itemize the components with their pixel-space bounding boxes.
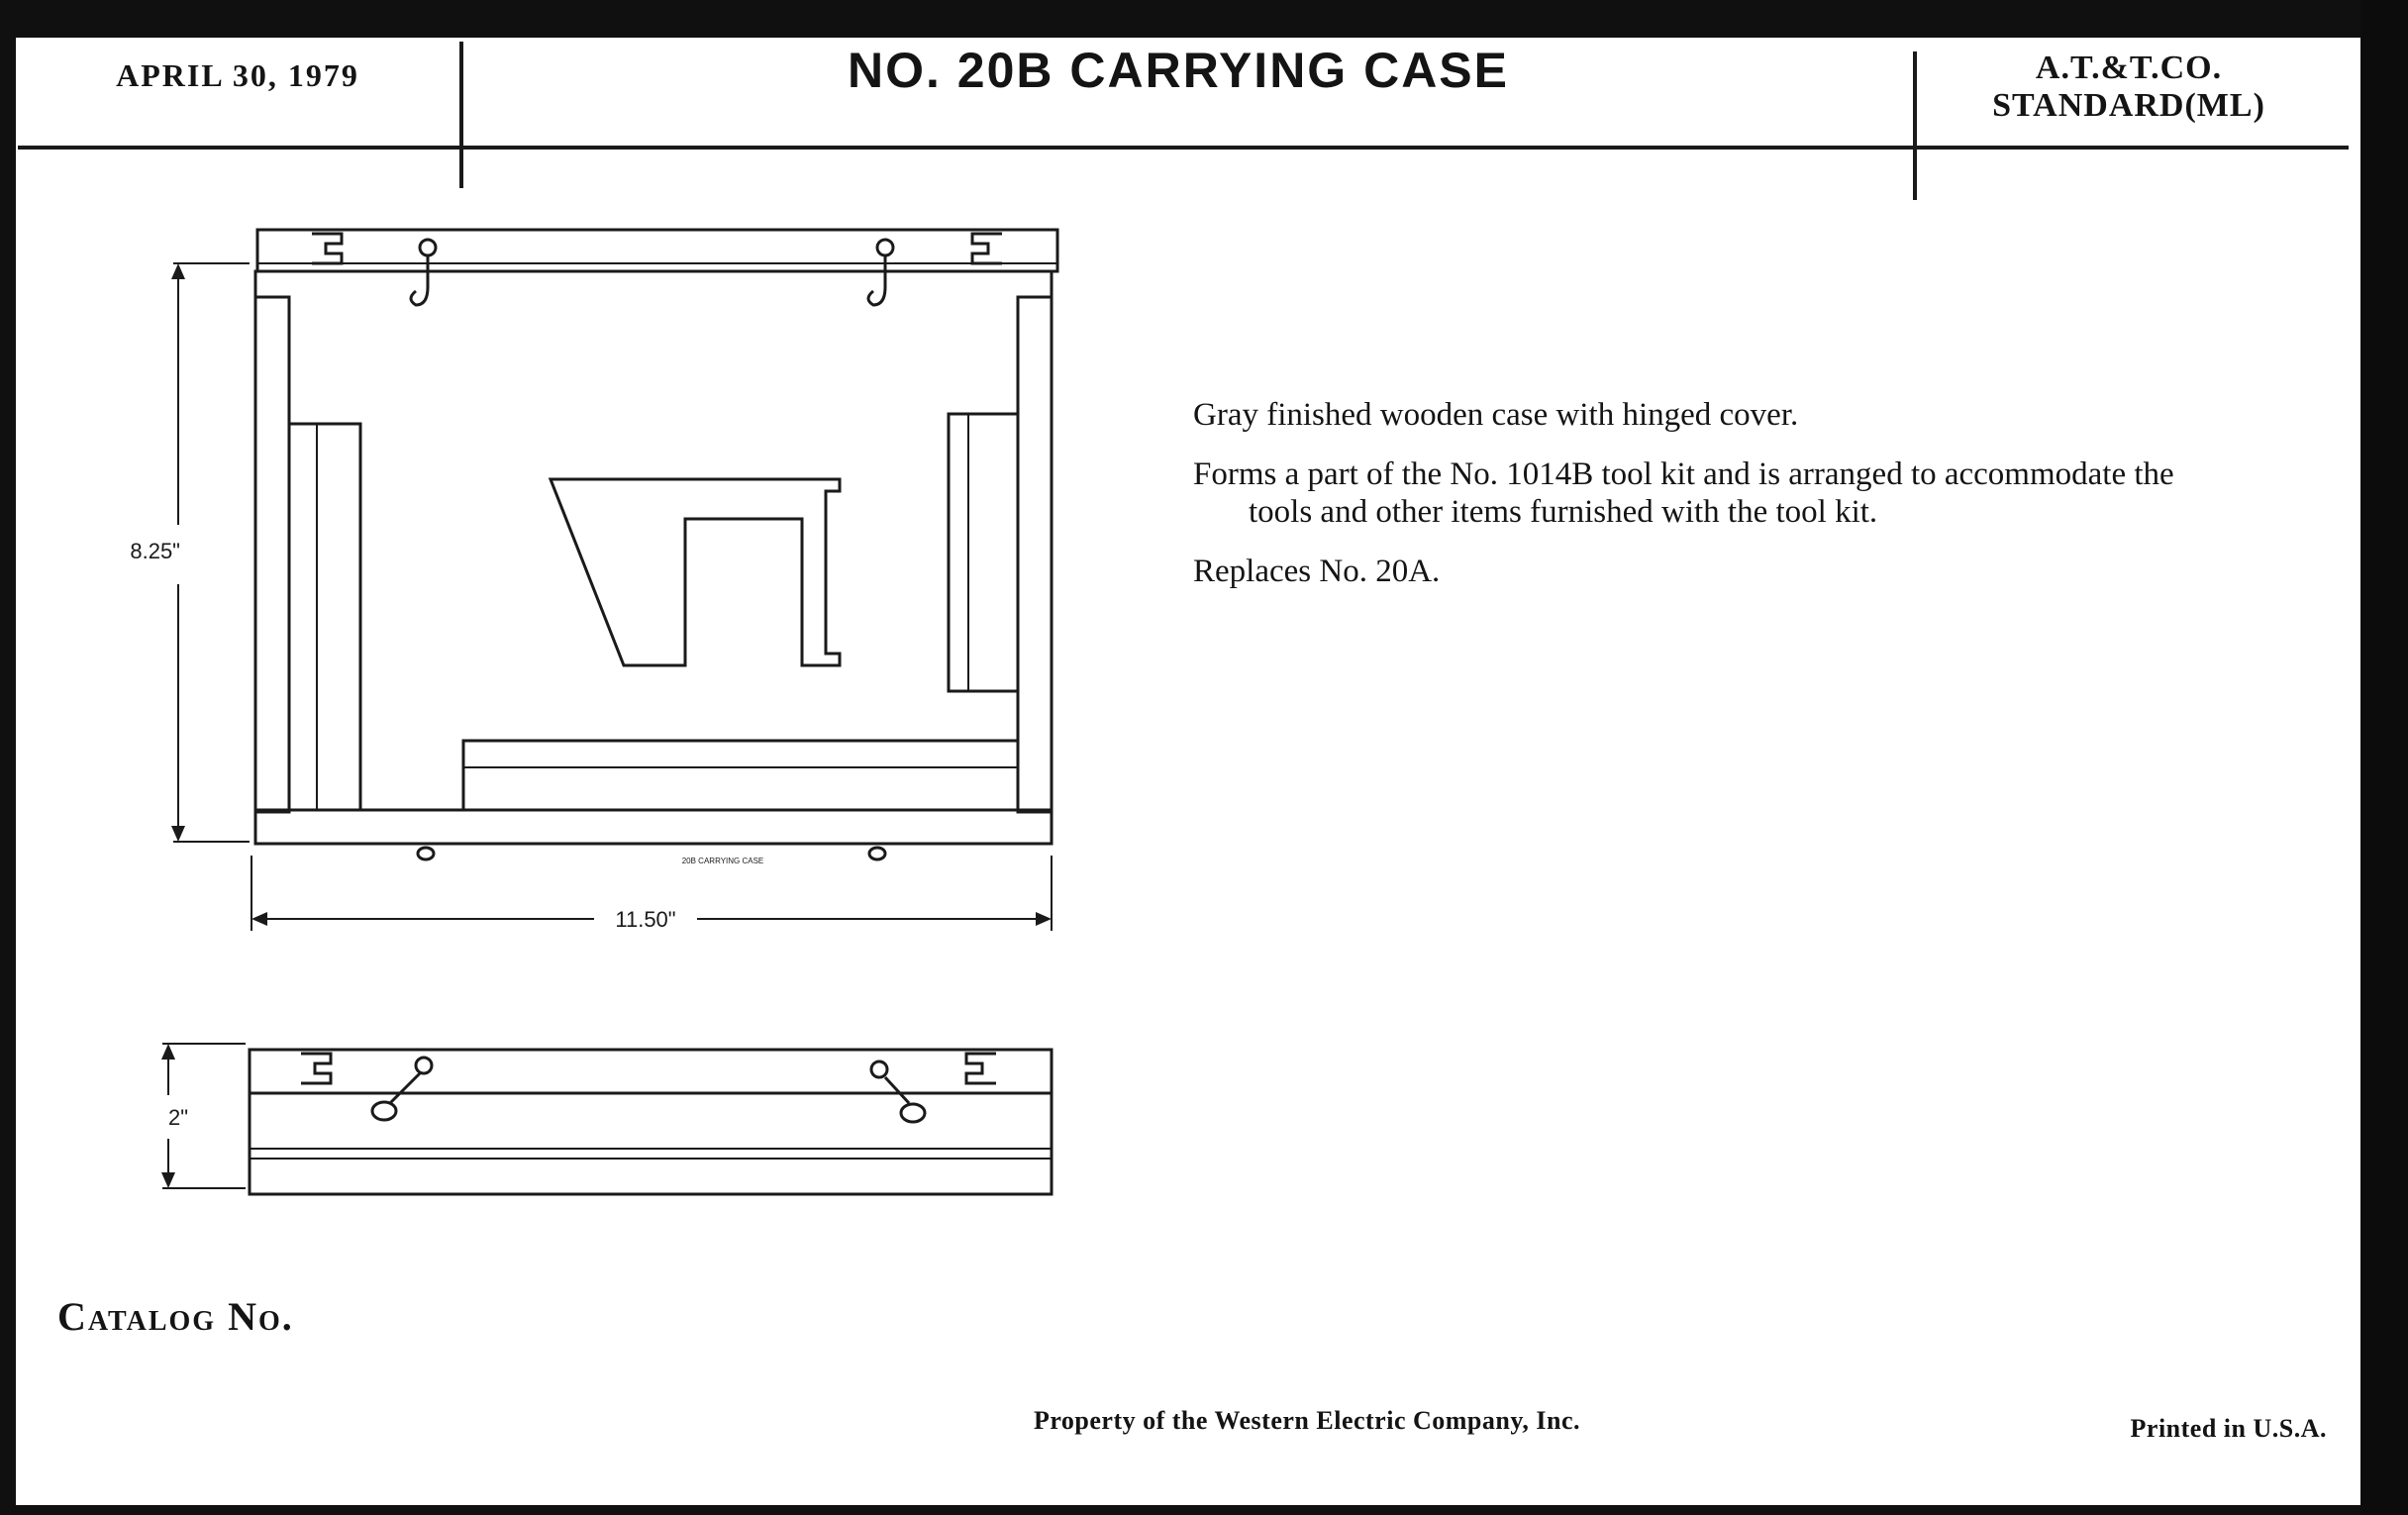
- lid-strip: [257, 230, 1057, 271]
- description-line-2: Forms a part of the No. 1014B tool kit and is arranged to accommodate the tools and other items furnished with the tool kit.: [1193, 456, 2174, 530]
- side-hook-left: [372, 1102, 396, 1120]
- side-hook-eye-left: [416, 1058, 432, 1073]
- height-dimension: 8.25": [130, 539, 180, 563]
- foot-left: [418, 848, 434, 859]
- lid-slot-right: [972, 234, 1002, 263]
- catalog-label: Catalog No.: [57, 1294, 294, 1339]
- page-title: NO. 20B CARRYING CASE: [847, 43, 1510, 98]
- case-stamp: 20B CARRYING CASE: [681, 857, 764, 865]
- width-dimension: 11.50": [615, 907, 676, 932]
- side-wall-left: [255, 297, 289, 812]
- hook-eye-left: [420, 240, 436, 255]
- compartment-left: [289, 424, 360, 810]
- property-notice: Property of the Western Electric Company, Inc.: [1033, 1406, 1581, 1435]
- description-line-1: Gray finished wooden case with hinged cover.: [1193, 397, 1799, 433]
- depth-dimension: 2": [167, 1105, 189, 1130]
- side-view-lid: [250, 1050, 1052, 1093]
- standard-line-1: A.T.&T.CO.: [2035, 50, 2223, 86]
- side-slot-right: [966, 1054, 996, 1083]
- header-date: APRIL 30, 1979: [116, 57, 359, 93]
- side-wall-right: [1018, 297, 1052, 812]
- side-hook-right: [901, 1104, 925, 1122]
- side-hook-eye-right: [871, 1061, 887, 1077]
- foot-right: [869, 848, 885, 859]
- case-body: [255, 271, 1052, 844]
- lid-slot-left: [312, 234, 342, 263]
- description-line-3: Replaces No. 20A.: [1193, 554, 1441, 589]
- compartment-right: [949, 414, 1018, 691]
- standard-line-2: STANDARD(ML): [1992, 87, 2265, 124]
- tool-holder: [551, 479, 840, 665]
- side-view-body: [250, 1093, 1052, 1194]
- tray-bottom: [463, 741, 1018, 810]
- side-slot-left: [301, 1054, 331, 1083]
- hook-eye-right: [877, 240, 893, 255]
- printed-notice: Printed in U.S.A.: [2130, 1414, 2327, 1443]
